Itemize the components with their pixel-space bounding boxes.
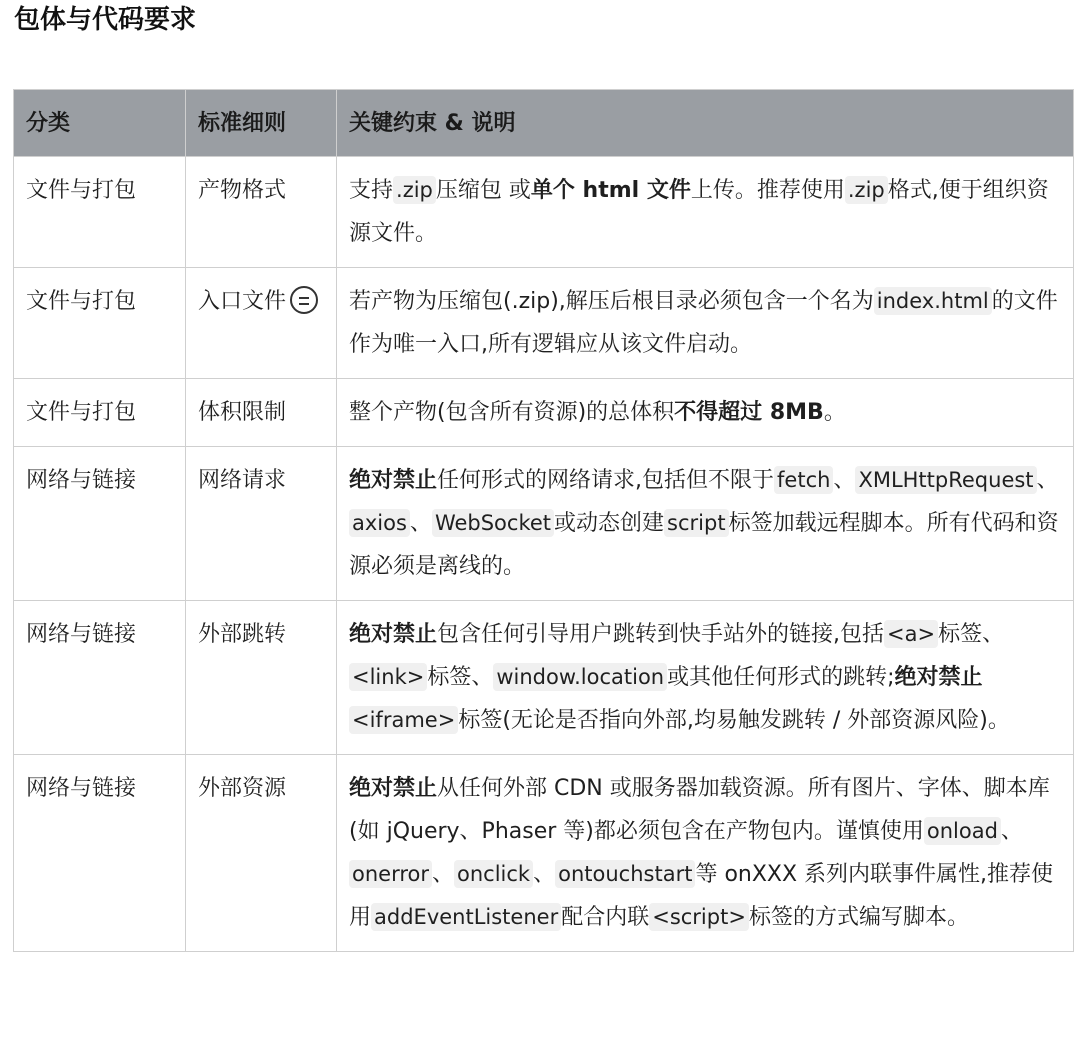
description-text: 、	[432, 862, 455, 887]
description-text: 或其他任何形式的跳转;	[667, 665, 895, 690]
rule-label: 网络请求	[198, 468, 287, 493]
description-text: 若产物为压缩包(.zip),解压后根目录必须包含一个名为	[349, 289, 874, 314]
table-body	[14, 157, 1074, 952]
inline-code: .zip	[393, 176, 436, 204]
description-emphasis: 绝对禁止	[349, 622, 438, 647]
rule-label: 外部跳转	[198, 622, 287, 647]
table-row	[14, 601, 1074, 755]
description-text: 等 onXXX 系列内联事件属性,推荐使用	[349, 862, 1054, 930]
cell-category: 网络与链接	[14, 447, 186, 601]
description-text: 的文件作为唯一入口,所有逻辑应从该文件启动。	[349, 289, 1058, 357]
description-text: 标签加载远程脚本。所有代码和资源必须是离线的。	[349, 511, 1059, 579]
description-text: 标签、	[938, 622, 1005, 647]
inline-code: script	[664, 509, 729, 537]
description-text: 支持	[349, 178, 394, 203]
cell-description	[337, 157, 1074, 268]
cell-category: 网络与链接	[14, 755, 186, 952]
description-text: 或动态创建	[554, 511, 665, 536]
header-category: 分类	[14, 90, 186, 157]
description-text: 、	[409, 511, 432, 536]
inline-code: <link>	[349, 663, 427, 691]
description-text: 格式,便于组织资源文件。	[349, 178, 1049, 246]
description-text: 标签(无论是否指向外部,均易触发跳转 / 外部资源风险)。	[458, 708, 1010, 733]
description-emphasis: 绝对禁止	[349, 776, 438, 801]
inline-code: <iframe>	[349, 706, 458, 734]
rule-label: 入口文件	[198, 289, 287, 314]
cell-category: 文件与打包	[14, 268, 186, 379]
table-row	[14, 157, 1074, 268]
description-emphasis: 绝对禁止	[894, 665, 983, 690]
description-emphasis: 不得超过 8MB	[674, 400, 824, 425]
description-text: 、	[533, 862, 556, 887]
inline-code: window.location	[493, 663, 667, 691]
list-circle-icon	[290, 286, 318, 314]
inline-code: fetch	[774, 466, 833, 494]
description-text: 、	[833, 468, 856, 493]
description-text: 压缩包 或	[435, 178, 531, 203]
inline-code: addEventListener	[371, 903, 561, 931]
inline-code: <script>	[649, 903, 749, 931]
cell-rule	[186, 601, 337, 755]
description-text: 配合内联	[561, 905, 650, 930]
description-emphasis: 单个 html 文件	[530, 178, 691, 203]
cell-description	[337, 755, 1074, 952]
table-row	[14, 268, 1074, 379]
table-row	[14, 447, 1074, 601]
cell-rule	[186, 268, 337, 379]
cell-description	[337, 447, 1074, 601]
cell-rule	[186, 157, 337, 268]
inline-code: XMLHttpRequest	[855, 466, 1036, 494]
inline-code: WebSocket	[432, 509, 554, 537]
inline-code: axios	[349, 509, 410, 537]
cell-description	[337, 379, 1074, 447]
description-text: 、	[1036, 468, 1059, 493]
cell-category: 网络与链接	[14, 601, 186, 755]
rule-label: 外部资源	[198, 776, 287, 801]
table-header-row	[14, 90, 1074, 157]
description-text: 。	[823, 400, 846, 425]
table-row	[14, 379, 1074, 447]
inline-code: onload	[924, 817, 1001, 845]
cell-category: 文件与打包	[14, 379, 186, 447]
cell-rule	[186, 755, 337, 952]
cell-description	[337, 601, 1074, 755]
inline-code: ontouchstart	[555, 860, 695, 888]
cell-rule	[186, 447, 337, 601]
page-title: 包体与代码要求	[14, 5, 197, 35]
description-text: 标签、	[427, 665, 494, 690]
description-text: 标签的方式编写脚本。	[748, 905, 969, 930]
requirements-table	[13, 89, 1074, 952]
cell-category: 文件与打包	[14, 157, 186, 268]
inline-code: onclick	[454, 860, 533, 888]
description-text: 、	[1000, 819, 1023, 844]
cell-rule	[186, 379, 337, 447]
description-emphasis: 绝对禁止	[349, 468, 438, 493]
inline-code: onerror	[349, 860, 432, 888]
description-text: 上传。推荐使用	[690, 178, 845, 203]
inline-code: .zip	[845, 176, 888, 204]
header-description: 关键约束 & 说明	[337, 90, 1074, 157]
inline-code: index.html	[874, 287, 992, 315]
rule-label: 产物格式	[198, 178, 287, 203]
description-text: 从任何外部 CDN 或服务器加载资源。所有图片、字体、脚本库(如 jQuery、Phaser 等)都必须包含在产物包内。谨慎使用	[349, 776, 1050, 844]
rule-label: 体积限制	[198, 400, 287, 425]
header-rule: 标准细则	[186, 90, 337, 157]
cell-description	[337, 268, 1074, 379]
description-text: 任何形式的网络请求,包括但不限于	[437, 468, 775, 493]
description-text: 包含任何引导用户跳转到快手站外的链接,包括	[437, 622, 885, 647]
inline-code: <a>	[884, 620, 938, 648]
table-row	[14, 755, 1074, 952]
description-text: 整个产物(包含所有资源)的总体积	[349, 400, 675, 425]
